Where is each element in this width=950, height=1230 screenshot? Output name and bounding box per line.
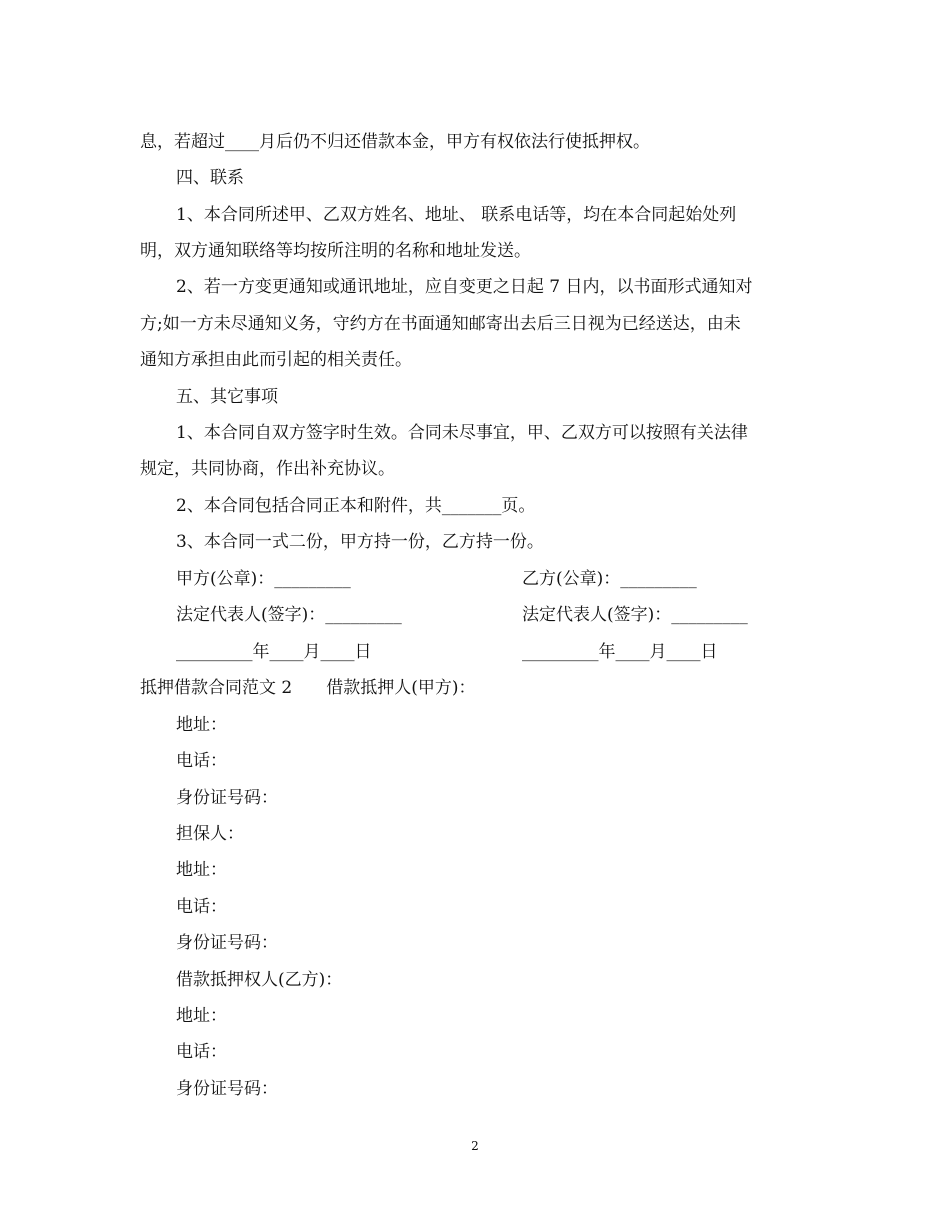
guarantor-phone-label: 电话： xyxy=(176,897,227,917)
section-heading-contact: 四、联系 xyxy=(176,168,244,188)
party-b-date-field: _________年____月____日 xyxy=(522,642,718,662)
party-a-date-field: _________年____月____日 xyxy=(176,642,372,662)
mortgagor-phone-label: 电话： xyxy=(176,751,227,771)
page-number: 2 xyxy=(471,1139,479,1153)
paragraph-text: 3、本合同一式二份，甲方持一份，乙方持一份。 xyxy=(176,532,544,552)
party-a-seal-field: 甲方(公章)：_________ xyxy=(176,569,351,589)
party-a-representative-field: 法定代表人(签字)：_________ xyxy=(176,605,402,625)
mortgagee-label: 借款抵押权人(乙方)： xyxy=(176,970,343,990)
mortgagee-phone-label: 电话： xyxy=(176,1042,227,1062)
section-heading-other: 五、其它事项 xyxy=(176,387,278,407)
paragraph-text: 方;如一方未尽通知义务，守约方在书面通知邮寄出去后三日视为已经送达，由未 xyxy=(140,314,741,334)
party-b-seal-field: 乙方(公章)：_________ xyxy=(522,569,697,589)
guarantor-id-label: 身份证号码： xyxy=(176,933,278,953)
mortgagor-address-label: 地址： xyxy=(176,715,227,735)
template2-heading: 抵押借款合同范文 2 借款抵押人(甲方)： xyxy=(140,678,476,698)
paragraph-text: 1、本合同自双方签字时生效。合同未尽事宜，甲、乙双方可以按照有关法律 xyxy=(176,423,748,443)
paragraph-text: 通知方承担由此而引起的相关责任。 xyxy=(140,350,412,370)
party-b-representative-field: 法定代表人(签字)：_________ xyxy=(522,605,748,625)
paragraph-text: 息，若超过____月后仍不归还借款本金，甲方有权依法行使抵押权。 xyxy=(140,132,650,152)
mortgagor-id-label: 身份证号码： xyxy=(176,788,278,808)
mortgagee-id-label: 身份证号码： xyxy=(176,1079,278,1099)
mortgagee-address-label: 地址： xyxy=(176,1006,227,1026)
guarantor-address-label: 地址： xyxy=(176,860,227,880)
paragraph-text: 规定，共同协商，作出补充协议。 xyxy=(140,459,395,479)
paragraph-text: 明，双方通知联络等均按所注明的名称和地址发送。 xyxy=(140,241,531,261)
paragraph-text: 2、若一方变更通知或通讯地址，应自变更之日起 7 日内，以书面形式通知对 xyxy=(176,277,753,297)
paragraph-text: 1、本合同所述甲、乙双方姓名、地址、 联系电话等，均在本合同起始处列 xyxy=(176,205,737,225)
paragraph-text: 2、本合同包括合同正本和附件，共_______页。 xyxy=(176,496,536,516)
guarantor-label: 担保人： xyxy=(176,824,244,844)
